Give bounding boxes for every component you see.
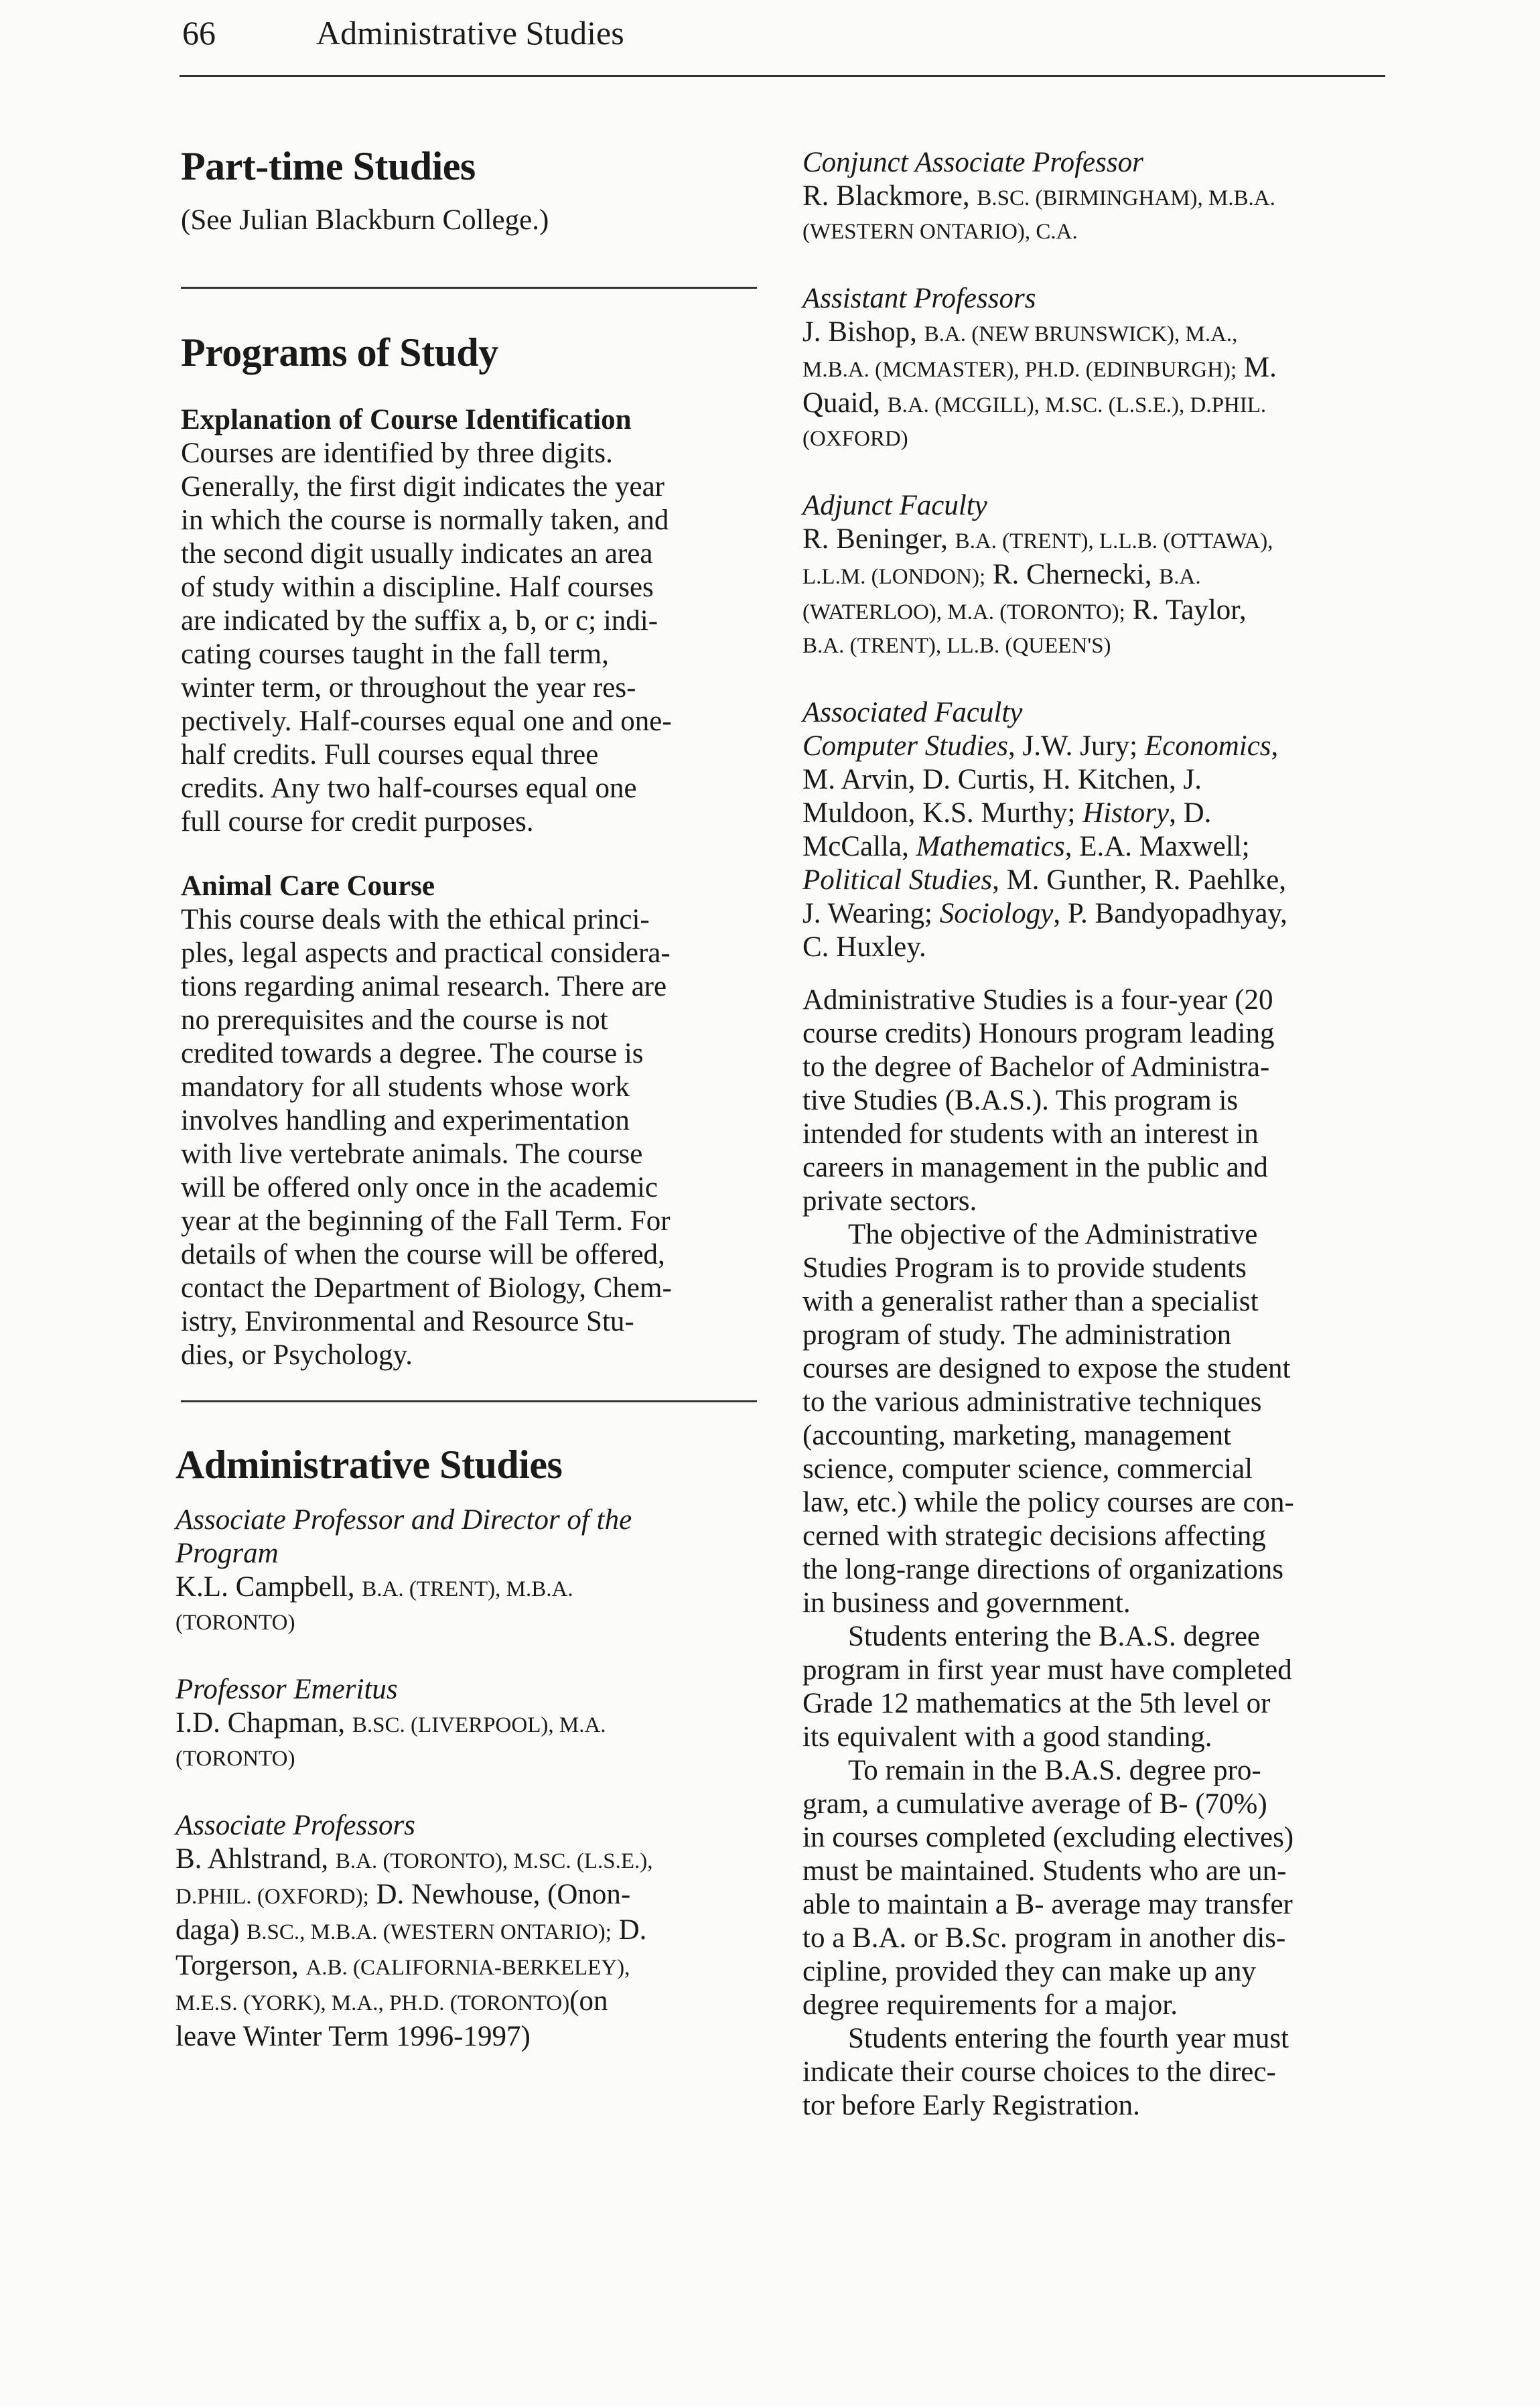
faculty-name: K.L. Campbell,: [176, 1571, 355, 1603]
text-line: (accounting, marketing, management: [802, 1420, 1231, 1451]
faculty-name: R. Beninger,: [802, 523, 948, 555]
faculty-text: M. Arvin, D. Curtis, H. Kitchen, J.: [802, 764, 1202, 795]
faculty-text: , D.: [1169, 797, 1212, 829]
text-line: are indicated by the suffix a, b, or c; indi-: [181, 605, 658, 637]
text-line: full course for credit purposes.: [181, 806, 534, 838]
text-line: tions regarding animal research. There are: [181, 971, 667, 1002]
text-line: of study within a discipline. Half courses: [181, 572, 654, 603]
text-line: careers in management in the public and: [802, 1152, 1268, 1183]
part-time-text: (See Julian Blackburn College.): [181, 204, 549, 236]
text-line: with a generalist rather than a specialist: [802, 1286, 1259, 1317]
text-line: Administrative Studies is a four-year (20: [802, 984, 1273, 1016]
text-line: able to maintain a B- average may transfer: [802, 1889, 1293, 1920]
faculty-title: Associate Professors: [176, 1810, 415, 1841]
faculty-credentials: B.A. (NEW BRUNSWICK), M.A.,: [924, 322, 1238, 346]
text-line: in courses completed (excluding electives): [802, 1822, 1294, 1853]
text-line: cipline, provided they can make up any: [802, 1956, 1257, 1987]
text-line: involves handling and experimentation: [181, 1105, 630, 1136]
faculty-credentials: (TORONTO): [176, 1747, 295, 1771]
faculty-name: M.: [1243, 352, 1277, 383]
faculty-credentials: B.SC. (LIVERPOOL), M.A.: [352, 1713, 606, 1737]
text-line: to a B.A. or B.Sc. program in another dis-: [802, 1922, 1286, 1954]
animal-care-section: [181, 870, 770, 1372]
text-line: credits. Any two half-courses equal one: [181, 773, 637, 804]
running-title: Administrative Studies: [316, 14, 624, 52]
text-line: tive Studies (B.A.S.). This program is: [802, 1085, 1239, 1116]
faculty-text: C. Huxley.: [802, 931, 926, 963]
faculty-credentials: B.A. (MCGILL), M.SC. (L.S.E.), D.PHIL.: [887, 393, 1267, 417]
faculty-credentials: B.A. (TRENT), M.B.A.: [362, 1577, 573, 1601]
discipline: Sociology: [939, 898, 1054, 929]
text-line: program of study. The administration: [802, 1319, 1232, 1351]
faculty-credentials: B.SC. (BIRMINGHAM), M.B.A.: [977, 186, 1275, 210]
faculty-credentials: A.B. (CALIFORNIA-BERKELEY),: [305, 1956, 630, 1980]
faculty-name: I.D. Chapman,: [176, 1707, 346, 1739]
faculty-credentials: (WATERLOO), M.A. (TORONTO);: [802, 600, 1125, 624]
text-line: gram, a cumulative average of B- (70%): [802, 1788, 1267, 1820]
faculty-credentials: M.B.A. (MCMASTER), PH.D. (EDINBURGH);: [802, 358, 1237, 382]
faculty-name: B. Ahlstrand,: [176, 1843, 329, 1875]
text-line: Grade 12 mathematics at the 5th level or: [802, 1688, 1271, 1719]
text-line: to the various administrative techniques: [802, 1386, 1262, 1418]
faculty-text: leave Winter Term 1996-1997): [176, 2021, 531, 2052]
text-line: Generally, the first digit indicates the year: [181, 471, 664, 503]
program-description: [802, 984, 1392, 2123]
faculty-credentials: B.A. (TORONTO), M.SC. (L.S.E.),: [335, 1849, 653, 1873]
explanation-section: [181, 403, 770, 839]
programs-heading-block: [181, 328, 770, 377]
faculty-name: D. Newhouse, (Onon-: [376, 1879, 631, 1910]
faculty-text: J. Wearing;: [802, 898, 940, 929]
faculty-name: Quaid,: [802, 387, 880, 419]
discipline: Economics: [1144, 730, 1271, 762]
faculty-text: , M. Gunther, R. Paehlke,: [992, 864, 1287, 896]
text-line: This course deals with the ethical princi-: [181, 904, 650, 935]
text-line: winter term, or throughout the year res-: [181, 672, 636, 704]
text-line: ples, legal aspects and practical considera-: [181, 937, 671, 969]
faculty-list: [802, 146, 1392, 964]
text-line: the long-range directions of organizations: [802, 1554, 1284, 1585]
text-line: intended for students with an interest in: [802, 1118, 1259, 1150]
text-line: pectively. Half-courses equal one and one-: [181, 706, 672, 737]
discipline: History: [1082, 797, 1170, 829]
header-rule: [180, 75, 1385, 77]
faculty-name: R. Blackmore,: [802, 180, 970, 212]
faculty-title: Assistant Professors: [802, 283, 1036, 314]
text-line: details of when the course will be offered,: [181, 1239, 665, 1270]
discipline: Mathematics: [916, 831, 1065, 862]
text-line: course credits) Honours program leading: [802, 1018, 1275, 1049]
text-line: courses are designed to expose the student: [802, 1353, 1291, 1384]
faculty-title: Professor Emeritus: [176, 1674, 398, 1705]
text-line: credited towards a degree. The course is: [181, 1038, 644, 1069]
text-line: istry, Environmental and Resource Stu-: [181, 1306, 634, 1337]
text-line: year at the beginning of the Fall Term. For: [181, 1205, 671, 1237]
text-line: dies, or Psychology.: [181, 1339, 413, 1371]
text-line: Studies Program is to provide students: [802, 1252, 1247, 1284]
faculty-text: , E.A. Maxwell;: [1064, 831, 1250, 862]
text-line: Students entering the fourth year must: [848, 2023, 1289, 2054]
text-line: private sectors.: [802, 1185, 977, 1217]
text-line: mandatory for all students whose work: [181, 1071, 630, 1103]
faculty-name: R. Taylor,: [1132, 594, 1247, 626]
section-rule: [181, 287, 757, 289]
faculty-text: McCalla,: [802, 831, 916, 862]
text-line: science, computer science, commercial: [802, 1453, 1253, 1485]
faculty-text: daga): [176, 1914, 240, 1946]
faculty-text: ,: [1271, 730, 1279, 762]
page-number: 66: [182, 14, 216, 52]
faculty-name: Torgerson,: [176, 1950, 299, 1981]
text-line: Courses are identified by three digits.: [181, 438, 613, 469]
text-line: cerned with strategic decisions affecting: [802, 1520, 1266, 1552]
text-line: law, etc.) while the policy courses are con-: [802, 1487, 1294, 1518]
faculty-credentials: (OXFORD): [802, 427, 908, 451]
text-line: cating courses taught in the fall term,: [181, 639, 609, 670]
faculty-credentials: (WESTERN ONTARIO), C.A.: [802, 220, 1078, 244]
text-line: to the degree of Bachelor of Administra-: [802, 1051, 1270, 1083]
text-line: contact the Department of Biology, Chem-: [181, 1272, 672, 1304]
faculty-title: Associate Professor and Director of the: [176, 1504, 632, 1536]
text-line: program in first year must have completed: [802, 1654, 1292, 1686]
faculty-text: , J.W. Jury;: [1007, 730, 1145, 762]
text-line: tor before Early Registration.: [802, 2090, 1140, 2121]
text-line: indicate their course choices to the direc-: [802, 2056, 1276, 2088]
faculty-text: (on: [569, 1985, 608, 2017]
text-line: the second digit usually indicates an area: [181, 538, 653, 570]
faculty-title: Program: [176, 1538, 279, 1569]
faculty-credentials: (TORONTO): [176, 1611, 295, 1635]
faculty-title: Conjunct Associate Professor: [802, 147, 1143, 178]
part-time-heading: Part-time Studies: [181, 144, 476, 188]
admin-studies-heading: Administrative Studies: [176, 1443, 563, 1487]
text-line: Students entering the B.A.S. degree: [848, 1621, 1261, 1652]
text-line: in which the course is normally taken, and: [181, 505, 669, 536]
faculty-title: Adjunct Faculty: [802, 490, 987, 521]
part-time-section: [181, 142, 770, 237]
text-line: with live vertebrate animals. The course: [181, 1138, 643, 1170]
explanation-heading: Explanation of Course Identification: [181, 404, 632, 436]
text-line: in business and government.: [802, 1587, 1131, 1619]
text-line: its equivalent with a good standing.: [802, 1721, 1212, 1753]
faculty-text: Muldoon, K.S. Murthy;: [802, 797, 1083, 829]
faculty-credentials: B.SC., M.B.A. (WESTERN ONTARIO);: [247, 1920, 612, 1944]
discipline: Computer Studies: [802, 730, 1008, 762]
faculty-credentials: D.PHIL. (OXFORD);: [176, 1885, 369, 1909]
text-line: degree requirements for a major.: [802, 1989, 1178, 2021]
faculty-title: Associated Faculty: [802, 697, 1023, 728]
faculty-credentials: B.A. (TRENT), L.L.B. (OTTAWA),: [955, 529, 1273, 553]
section-rule: [181, 1400, 757, 1402]
faculty-credentials: B.A.: [1159, 565, 1201, 589]
faculty-credentials: L.L.M. (LONDON);: [802, 565, 986, 589]
discipline: Political Studies: [802, 864, 993, 896]
text-line: must be maintained. Students who are un-: [802, 1855, 1287, 1887]
faculty-name: J. Bishop,: [802, 316, 917, 348]
admin-studies-section: [176, 1441, 778, 2054]
text-line: The objective of the Administrative: [848, 1219, 1258, 1250]
faculty-name: R. Chernecki,: [992, 559, 1152, 590]
faculty-credentials: M.E.S. (YORK), M.A., PH.D. (TORONTO): [176, 1991, 570, 2015]
animal-care-heading: Animal Care Course: [181, 870, 435, 902]
text-line: no prerequisites and the course is not: [181, 1004, 608, 1036]
faculty-name: D.: [618, 1914, 647, 1946]
programs-heading: Programs of Study: [181, 330, 498, 375]
faculty-text: , P. Bandyopadhyay,: [1053, 898, 1287, 929]
text-line: half credits. Full courses equal three: [181, 739, 599, 771]
text-line: To remain in the B.A.S. degree pro-: [848, 1755, 1261, 1786]
running-head: [182, 9, 1388, 56]
faculty-credentials: B.A. (TRENT), LL.B. (QUEEN'S): [802, 634, 1111, 658]
text-line: will be offered only once in the academic: [181, 1172, 658, 1203]
